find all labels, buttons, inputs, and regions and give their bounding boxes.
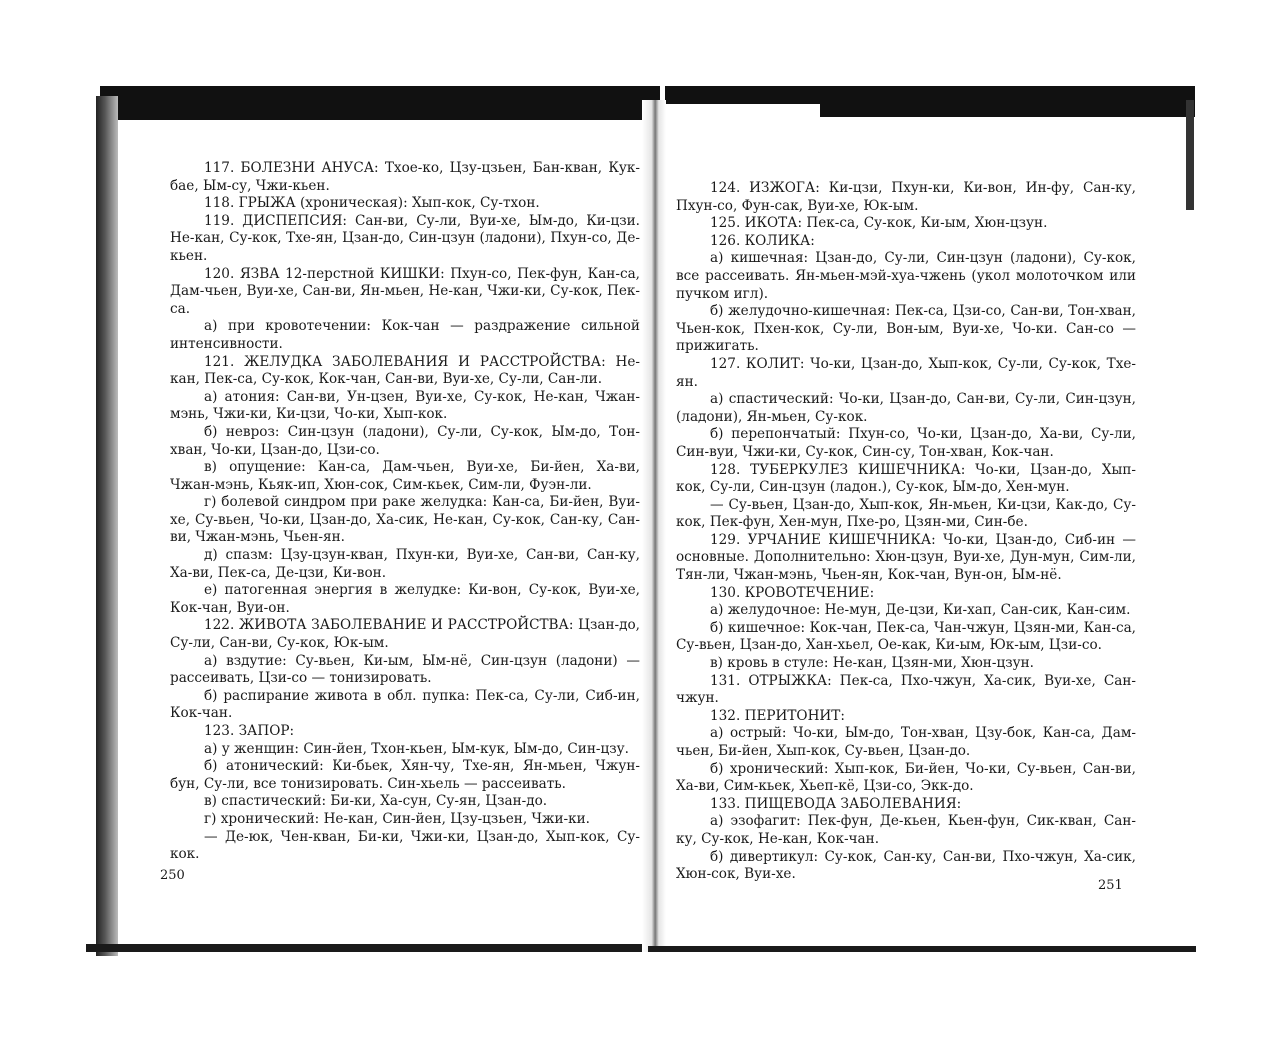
entry-120-a: а) при кровотечении: Кок-чан — раздражение сильной интенсивности.	[170, 318, 640, 352]
entry-127-a: а) спастический: Чо-ки, Цзан-до, Сан-ви, Су-ли, Син-цзун, (ладони), Ян-мьен, Су-кок.	[676, 391, 1136, 425]
page-number-right: 251	[1098, 878, 1123, 893]
entry-129: 129. УРЧАНИЕ КИШЕЧНИКА: Чо-ки, Цзан-до, Сиб-ин — основные. Дополнительно: Хюн-цзун, Вуи-хе, Дун-мун, Сим-ли, Тян-ли, Чжан-мэнь, Чьен-ян, Кок-чан, Вун-он, Ым-нё.	[676, 531, 1136, 584]
entry-123: 123. ЗАПОР:	[204, 723, 295, 739]
entry-125: 125. ИКОТА: Пек-са, Су-кок, Ки-ым, Хюн-цзун.	[710, 215, 1048, 232]
entry-130-b: б) кишечное: Кок-чан, Пек-са, Чан-чжун, Цзян-ми, Кан-са, Су-вьен, Цзан-до, Хан-хьел, Ое-как, Ки-ым, Юк-ым, Цзи-со.	[676, 619, 1136, 654]
scan-border-bottom-left	[86, 944, 642, 952]
entry-126-b: б) желудочно-кишечная: Пек-са, Цзи-со, Сан-ви, Тон-хван, Чьен-кок, Пхен-кок, Су-ли, Вон-ым, Вуи-хе, Чо-ки. Сан-со — прижигать.	[676, 303, 1136, 355]
entry-121-b: б) невроз: Син-цзун (ладони), Су-ли, Су-кок, Ым-до, Тон-хван, Чо-ки, Цзан-до, Цзи-со.	[170, 423, 640, 458]
entry-122: 122. ЖИВОТА ЗАБОЛЕВАНИЕ И РАССТРОЙСТВА: Цзан-до, Су-ли, Сан-ви, Су-кок, Юк-ым.	[170, 617, 640, 652]
entry-128: 128. ТУБЕРКУЛЕЗ КИШЕЧНИКА: Чо-ки, Цзан-до, Хып-кок, Су-ли, Син-цзун (ладон.), Су-кок, Ым-до, Хен-мун.	[676, 461, 1136, 496]
entry-123-v: в) спастический: Би-ки, Ха-сун, Су-ян, Цзан-до.	[204, 793, 548, 810]
entry-121: 121. ЖЕЛУДКА ЗАБОЛЕВАНИЯ И РАССТРОЙСТВА: Не-кан, Пек-са, Су-кок, Кок-чан, Сан-ви, Вуи-хе, Су-ли, Сан-ли.	[170, 353, 640, 388]
entry-126-a: а) кишечная: Цзан-до, Су-ли, Син-цзун (ладони), Су-кок, все рассеивать. Ян-мьен-мэй-хуа-чжень (укол молоточком или пучком игл).	[676, 250, 1136, 302]
entry-124: 124. ИЗЖОГА: Ки-цзи, Пхун-ки, Ки-вон, Ин-фу, Сан-ку, Пхун-со, Фун-сак, Вуи-хе, Юк-ым.	[676, 180, 1136, 214]
entry-133-a: а) эзофагит: Пек-фун, Де-кьен, Кьен-фун, Сик-кван, Сан-ку, Су-кок, Не-кан, Кок-чан.	[676, 813, 1136, 847]
entry-119: 119. ДИСПЕПСИЯ: Сан-ви, Су-ли, Вуи-хе, Ым-до, Ки-цзи. Не-кан, Су-кок, Тхе-ян, Цзан-до, Син-цзун (ладони), Пхун-со, Де-кьен.	[170, 212, 640, 264]
book-edge-left	[96, 96, 118, 956]
entry-123-b: б) атонический: Ки-бьек, Хян-чу, Тхе-ян, Ян-мьен, Чжун-бун, Су-ли, все тонизировать. Син-хьель — рассеивать.	[170, 758, 640, 792]
book-gutter	[642, 100, 666, 952]
entry-126: 126. КОЛИКА:	[710, 232, 815, 249]
entry-128-extra: — Су-вьен, Цзан-до, Хып-кок, Ян-мьен, Ки-цзи, Как-до, Су-кок, Пек-фун, Хен-мун, Пхе-ро, Цзян-ми, Син-бе.	[676, 496, 1136, 531]
entry-121-d: д) спазм: Цзу-цзун-кван, Пхун-ки, Вуи-хе, Сан-ви, Сан-ку, Ха-ви, Пек-са, Де-цзи, Ки-вон.	[170, 547, 640, 581]
entry-120: 120. ЯЗВА 12-перстной КИШКИ: Пхун-со, Пек-фун, Кан-са, Дам-чьен, Вуи-хе, Сан-ви, Ян-мьен, Не-кан, Чжи-ки, Су-кок, Пек-са.	[170, 265, 640, 317]
entry-118: 118. ГРЫЖА (хроническая): Хып-кок, Су-тхон.	[204, 195, 540, 212]
left-page	[170, 160, 640, 864]
entry-127: 127. КОЛИТ: Чо-ки, Цзан-до, Хып-кок, Су-ли, Су-кок, Тхе-ян.	[676, 355, 1136, 390]
entry-132: 132. ПЕРИТОНИТ:	[710, 707, 845, 724]
entry-122-a: а) вздутие: Су-вьен, Ки-ым, Ым-нё, Син-цзун (ладони) — рассеивать, Цзи-со — тонизировать.	[170, 652, 640, 687]
entry-130: 130. КРОВОТЕЧЕНИЕ:	[710, 584, 875, 601]
entry-121-e: е) патогенная энергия в желудке: Ки-вон, Су-кок, Вуи-хе, Кок-чан, Вуи-он.	[170, 582, 640, 616]
book-edge-right	[1186, 100, 1194, 210]
scan-border-top-left	[100, 86, 660, 120]
entry-131: 131. ОТРЫЖКА: Пек-са, Пхо-чжун, Ха-сик, Вуи-хе, Сан-чжун.	[676, 672, 1136, 707]
entry-123-a: а) у женщин: Син-йен, Тхон-кьен, Ым-кук, Ым-до, Син-цзу.	[204, 740, 629, 757]
entry-130-a: а) желудочное: Не-мун, Де-цзи, Ки-хап, Сан-сик, Кан-сим.	[710, 602, 1131, 619]
entry-121-g: г) болевой синдром при раке желудка: Кан-са, Би-йен, Вуи-хе, Су-вьен, Чо-ки, Цзан-до, Ха-сик, Не-кан, Су-кок, Сан-ку, Сан-ви, Чжан-мэнь, Чьен-ян.	[170, 494, 640, 546]
right-page	[676, 180, 1136, 884]
entry-122-b: б) распирание живота в обл. пупка: Пек-са, Су-ли, Сиб-ин, Кок-чан.	[170, 687, 640, 722]
entry-121-a: а) атония: Сан-ви, Ун-цзен, Вуи-хе, Су-кок, Не-кан, Чжан-мэнь, Чжи-ки, Ки-цзи, Чо-ки, Хып-кок.	[170, 388, 640, 423]
entry-133-b: б) дивертикул: Су-кок, Сан-ку, Сан-ви, Пхо-чжун, Ха-сик, Хюн-сок, Вуи-хе.	[676, 848, 1136, 883]
entry-132-a: а) острый: Чо-ки, Ым-до, Тон-хван, Цзу-бок, Кан-са, Дам-чьен, Би-йен, Хып-кок, Су-вьен, Цзан-до.	[676, 725, 1136, 759]
entry-132-b: б) хронический: Хып-кок, Би-йен, Чо-ки, Су-вьен, Сан-ви, Ха-ви, Сим-кьек, Хьеп-кё, Цзи-со, Экк-до.	[676, 760, 1136, 795]
entry-117: 117. БОЛЕЗНИ АНУСА: Тхое-ко, Цзу-цзьен, Бан-кван, Кук-бае, Ым-су, Чжи-кьен.	[170, 160, 640, 194]
entry-123-extra: — Де-юк, Чен-кван, Би-ки, Чжи-ки, Цзан-до, Хып-кок, Су-кок.	[170, 828, 640, 863]
scan-border-bottom-right	[648, 946, 1196, 952]
scan-border-top-right-2	[820, 95, 1195, 117]
entry-123-g: г) хронический: Не-кан, Син-йен, Цзу-цзьен, Чжи-ки.	[204, 810, 591, 827]
entry-130-v: в) кровь в стуле: Не-кан, Цзян-ми, Хюн-цзун.	[710, 655, 1034, 672]
entry-121-v: в) опущение: Кан-са, Дам-чьен, Вуи-хе, Би-йен, Ха-ви, Чжан-мэнь, Кьяк-ип, Хюн-сок, Сим-кьек, Сим-ли, Фуэн-ли.	[170, 459, 640, 493]
page-number-left: 250	[160, 868, 185, 883]
entry-133: 133. ПИЩЕВОДА ЗАБОЛЕВАНИЯ:	[710, 795, 962, 812]
entry-127-b: б) перепончатый: Пхун-со, Чо-ки, Цзан-до, Ха-ви, Су-ли, Син-вуи, Чжи-ки, Су-кок, Син-су, Тон-хван, Кок-чан.	[676, 426, 1136, 460]
